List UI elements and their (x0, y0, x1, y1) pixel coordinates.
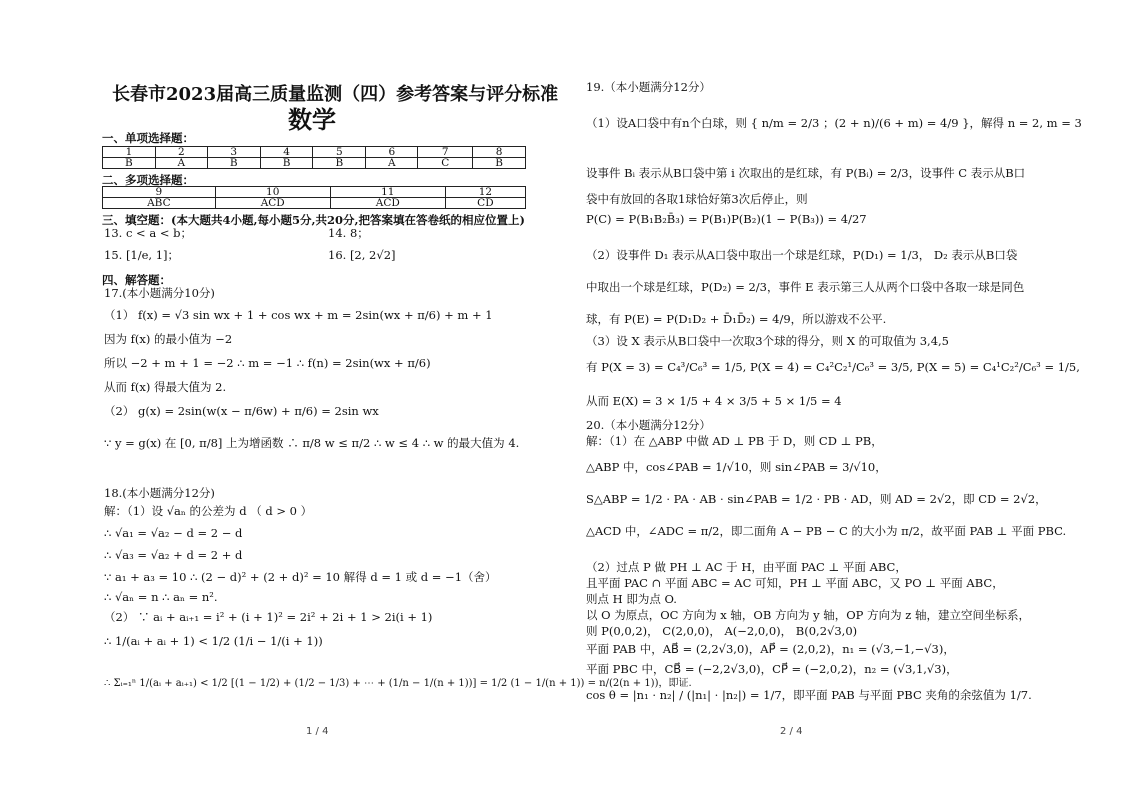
solution-line: 球，有 P(E) = P(D₁D₂ + D̄₁D̄₂) = 4/9，所以游戏不公平. (586, 312, 887, 326)
section-multi-choice: 二、多项选择题： (102, 173, 194, 187)
table-cell: 11 (330, 187, 445, 198)
section-single-choice: 一、单项选择题： (102, 131, 194, 145)
solution-line: 17.(本小题满分10分) (104, 286, 215, 300)
solution-line: 18.(本小题满分12分) (104, 486, 215, 500)
solution-line: ∴ 1/(aᵢ + aᵢ + 1) < 1/2 (1/i − 1/(i + 1)) (104, 634, 323, 648)
section-fill-blank: 三、填空题：(本大题共4小题,每小题5分,共20分,把答案填在答卷纸的相应位置上) (102, 213, 525, 227)
solution-line: （2）过点 P 做 PH ⊥ AC 于 H，由平面 PAC ⊥ 平面 ABC， (586, 560, 907, 574)
table-cell: B (103, 158, 156, 169)
table-cell: 3 (207, 147, 260, 158)
solution-line: △ABP 中，cos∠PAB = 1/√10，则 sin∠PAB = 3/√10， (586, 460, 887, 474)
solution-line: 袋中有放回的各取1球恰好第3次后停止，则 (586, 192, 808, 206)
document-title: 长春市2023届高三质量监测（四）参考答案与评分标准 (112, 84, 559, 105)
solution-line: 中取出一个球是红球，P(D₂) = 2/3，事件 E 表示第三人从两个口袋中各取一球是同色 (586, 280, 1025, 294)
solution-line: ∴ √a₃ = √a₂ + d = 2 + d (104, 548, 243, 562)
solution-line: 因为 f(x) 的最小值为 −2 (104, 332, 233, 346)
table-cell: 12 (445, 187, 525, 198)
table-cell: ACD (330, 198, 445, 209)
table-cell: 2 (155, 147, 207, 158)
solution-line: S△ABP = 1/2 · PA · AB · sin∠PAB = 1/2 · PB · AD，则 AD = 2√2，即 CD = 2√2， (586, 492, 1047, 506)
table-cell: 1 (103, 147, 156, 158)
single-choice-table (102, 146, 526, 169)
solution-line: ∵ a₁ + a₃ = 10 ∴ (2 − d)² + (2 + d)² = 10 解得 d = 1 或 d = −1（舍） (104, 570, 497, 584)
solution-line: 平面 PAB 中，AB⃗ = (2,2√3,0)，AP⃗ = (2,0,2)，n₁ = (√3,−1,−√3)， (586, 642, 955, 656)
answer-16: 16. [2, 2√2] (328, 248, 396, 262)
solution-line: △ACD 中，∠ADC = π/2，即二面角 A − PB − C 的大小为 π/2，故平面 PAB ⊥ 平面 PBC. (586, 524, 1067, 538)
solution-line: （2）设事件 D₁ 表示从A口袋中取出一个球是红球，P(D₁) = 1/3， D₂ 表示从B口袋 (586, 248, 1018, 262)
solution-line: （2） ∵ aᵢ + aᵢ₊₁ = i² + (i + 1)² = 2i² + 2i + 1 > 2i(i + 1) (104, 610, 433, 624)
solution-line: 从而 E(X) = 3 × 1/5 + 4 × 3/5 + 5 × 1/5 = 4 (586, 394, 842, 408)
answer-15: 15. [1/e, 1]； (104, 248, 180, 262)
solution-line: 且平面 PAC ∩ 平面 ABC = AC 可知，PH ⊥ 平面 ABC，又 PO ⊥ 平面 ABC， (586, 576, 1004, 590)
table-cell: C (418, 158, 473, 169)
table-cell: 5 (313, 147, 366, 158)
solution-line: ∴ √aₙ = n ∴ aₙ = n². (104, 590, 218, 604)
solution-line: 则 P(0,0,2)， C(2,0,0)， A(−2,0,0)， B(0,2√3,0) (586, 624, 858, 638)
solution-line: 则点 H 即为点 O. (586, 592, 677, 606)
table-cell: 4 (260, 147, 313, 158)
right-page (582, 0, 1082, 794)
multi-choice-number-row (103, 187, 526, 198)
multi-choice-table (102, 186, 526, 209)
table-cell: 10 (215, 187, 330, 198)
solution-line: 解：（1）在 △ABP 中做 AD ⊥ PB 于 D，则 CD ⊥ PB， (586, 434, 883, 448)
answer-13: 13. c < a < b； (104, 226, 192, 240)
solution-line: cos θ = |n₁ · n₂| / (|n₁| · |n₂|) = 1/7，即平面 PAB 与平面 PBC 夹角的余弦值为 1/7. (586, 688, 1032, 702)
solution-line: 有 P(X = 3) = C₄³/C₆³ = 1/5, P(X = 4) = C₄²C₂¹/C₆³ = 3/5, P(X = 5) = C₄¹C₂²/C₆³ = 1/5, (586, 360, 1080, 374)
table-cell: A (155, 158, 207, 169)
solution-line: 所以 −2 + m + 1 = −2 ∴ m = −1 ∴ f(n) = 2sin(wx + π/6) (104, 356, 431, 370)
table-cell: CD (445, 198, 525, 209)
answer-14: 14. 8； (328, 226, 369, 240)
page-number: 1 / 4 (306, 726, 329, 737)
table-cell: 8 (473, 147, 526, 158)
table-cell: 9 (103, 187, 216, 198)
solution-line: ∴ Σᵢ₌₁ⁿ 1/(aᵢ + aᵢ₊₁) < 1/2 [(1 − 1/2) + (1/2 − 1/3) + ⋯ + (1/n − 1/(n + 1))] = 1/2 (1 − 1/(n + 1)) = n/(2(n + 1))，即证. (104, 678, 692, 689)
solution-line: 平面 PBC 中，CB⃗ = (−2,2√3,0)，CP⃗ = (−2,0,2)，n₂ = (√3,1,√3)， (586, 662, 958, 676)
table-cell: B (313, 158, 366, 169)
solution-line: 20.（本小题满分12分） (586, 418, 711, 432)
solution-line: （2） g(x) = 2sin(w(x − π/6w) + π/6) = 2sin wx (104, 404, 379, 418)
subject-heading: 数学 (288, 105, 336, 134)
solution-line: 解：（1）设 √aₙ 的公差为 d （ d > 0 ） (104, 504, 313, 518)
table-cell: B (473, 158, 526, 169)
solution-line: 以 O 为原点，OC 方向为 x 轴，OB 方向为 y 轴，OP 方向为 z 轴，建立空间坐标系， (586, 608, 1030, 622)
solution-line: 从而 f(x) 得最大值为 2. (104, 380, 227, 394)
single-choice-answer-row (103, 158, 526, 169)
table-cell: B (260, 158, 313, 169)
table-cell: 7 (418, 147, 473, 158)
solution-line: ∵ y = g(x) 在 [0, π/8] 上为增函数 ∴ π/8 w ≤ π/2 ∴ w ≤ 4 ∴ w 的最大值为 4. (104, 436, 520, 450)
solution-line: （1）设A口袋中有n个白球，则 { n/m = 2/3 ；(2 + n)/(6 + m) = 4/9 }，解得 n = 2, m = 3 (586, 116, 1082, 130)
solution-line: 19.（本小题满分12分） (586, 80, 711, 94)
table-cell: B (207, 158, 260, 169)
page-number: 2 / 4 (780, 726, 803, 737)
table-cell: A (366, 158, 418, 169)
table-cell: ABC (103, 198, 216, 209)
multi-choice-answer-row (103, 198, 526, 209)
solution-line: P(C) = P(B₁B₂B̄₃) = P(B₁)P(B₂)(1 − P(B₃)) = 4/27 (586, 212, 867, 226)
table-cell: 6 (366, 147, 418, 158)
single-choice-number-row (103, 147, 526, 158)
section-solutions: 四、解答题： (102, 273, 171, 287)
solution-line: （3）设 X 表示从B口袋中一次取3个球的得分，则 X 的可取值为 3,4,5 (586, 334, 949, 348)
solution-line: ∴ √a₁ = √a₂ − d = 2 − d (104, 526, 243, 540)
solution-line: 设事件 Bᵢ 表示从B口袋中第 i 次取出的是红球，有 P(Bᵢ) = 2/3，设事件 C 表示从B口 (586, 166, 1026, 180)
table-cell: ACD (215, 198, 330, 209)
solution-line: （1） f(x) = √3 sin wx + 1 + cos wx + m = 2sin(wx + π/6) + m + 1 (104, 308, 493, 322)
